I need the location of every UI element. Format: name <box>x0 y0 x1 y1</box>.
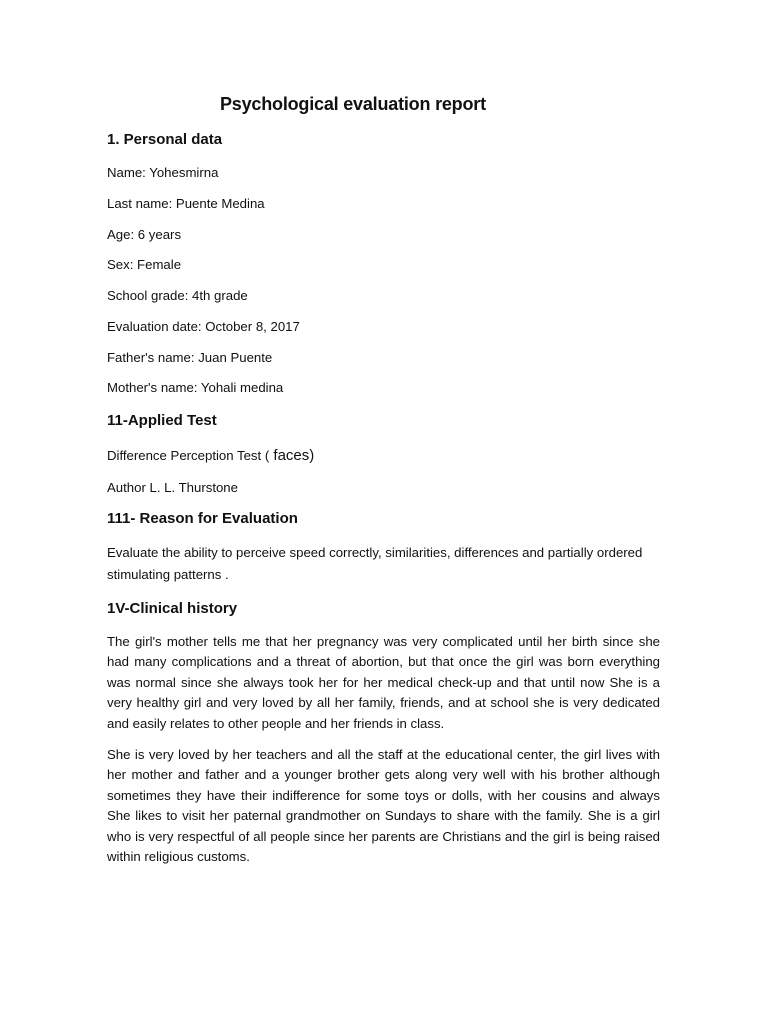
reason-heading: 111- Reason for Evaluation <box>107 510 298 527</box>
test-name-line <box>107 447 314 464</box>
last-name-line: Last name: Puente Medina <box>107 196 265 211</box>
applied-test-heading: 11-Applied Test <box>107 412 217 429</box>
name-line: Name: Yohesmirna <box>107 165 219 180</box>
school-grade-line: School grade: 4th grade <box>107 288 248 303</box>
sex-line: Sex: Female <box>107 257 182 272</box>
evaluation-date-line: Evaluation date: October 8, 2017 <box>107 319 300 334</box>
document-title: Psychological evaluation report <box>220 94 486 114</box>
mother-name-line: Mother's name: Yohali medina <box>107 380 284 395</box>
reason-text: Evaluate the ability to perceive speed correctly, similarities, differences and partially ordered stimulating patterns . <box>107 545 643 582</box>
personal-data-heading: 1. Personal data <box>107 131 223 148</box>
clinical-history-paragraph-1: The girl's mother tells me that her pregnancy was very complicated until her birth since she had many complications and a threat of abortion, but that once the girl was born everything was normal since she always took her for her medical check-up and that until now She is a very healthy girl and very loved by all her family, friends, and at school she is very dedicated and easily relates to other people and her friends in class. <box>107 634 660 731</box>
father-name-line: Father's name: Juan Puente <box>107 350 273 365</box>
test-author-line: Author L. L. Thurstone <box>107 480 238 495</box>
clinical-history-paragraph-2: She is very loved by her teachers and all the staff at the educational center, the girl lives with her mother and father and a younger brother gets along very well with his brother although sometimes they have their indifference for some toys or dolls, with her cousins and always She likes to visit her paternal grandmother on Sundays to share with the family. She is a girl who is very respectful of all people since her parents are Christians and the girl is being raised within religious customs. <box>107 747 660 865</box>
test-faces-text: faces) <box>269 447 315 464</box>
test-name-text: Difference Perception Test ( <box>107 448 270 463</box>
age-line: Age: 6 years <box>107 227 182 242</box>
clinical-history-heading: 1V-Clinical history <box>107 600 238 617</box>
